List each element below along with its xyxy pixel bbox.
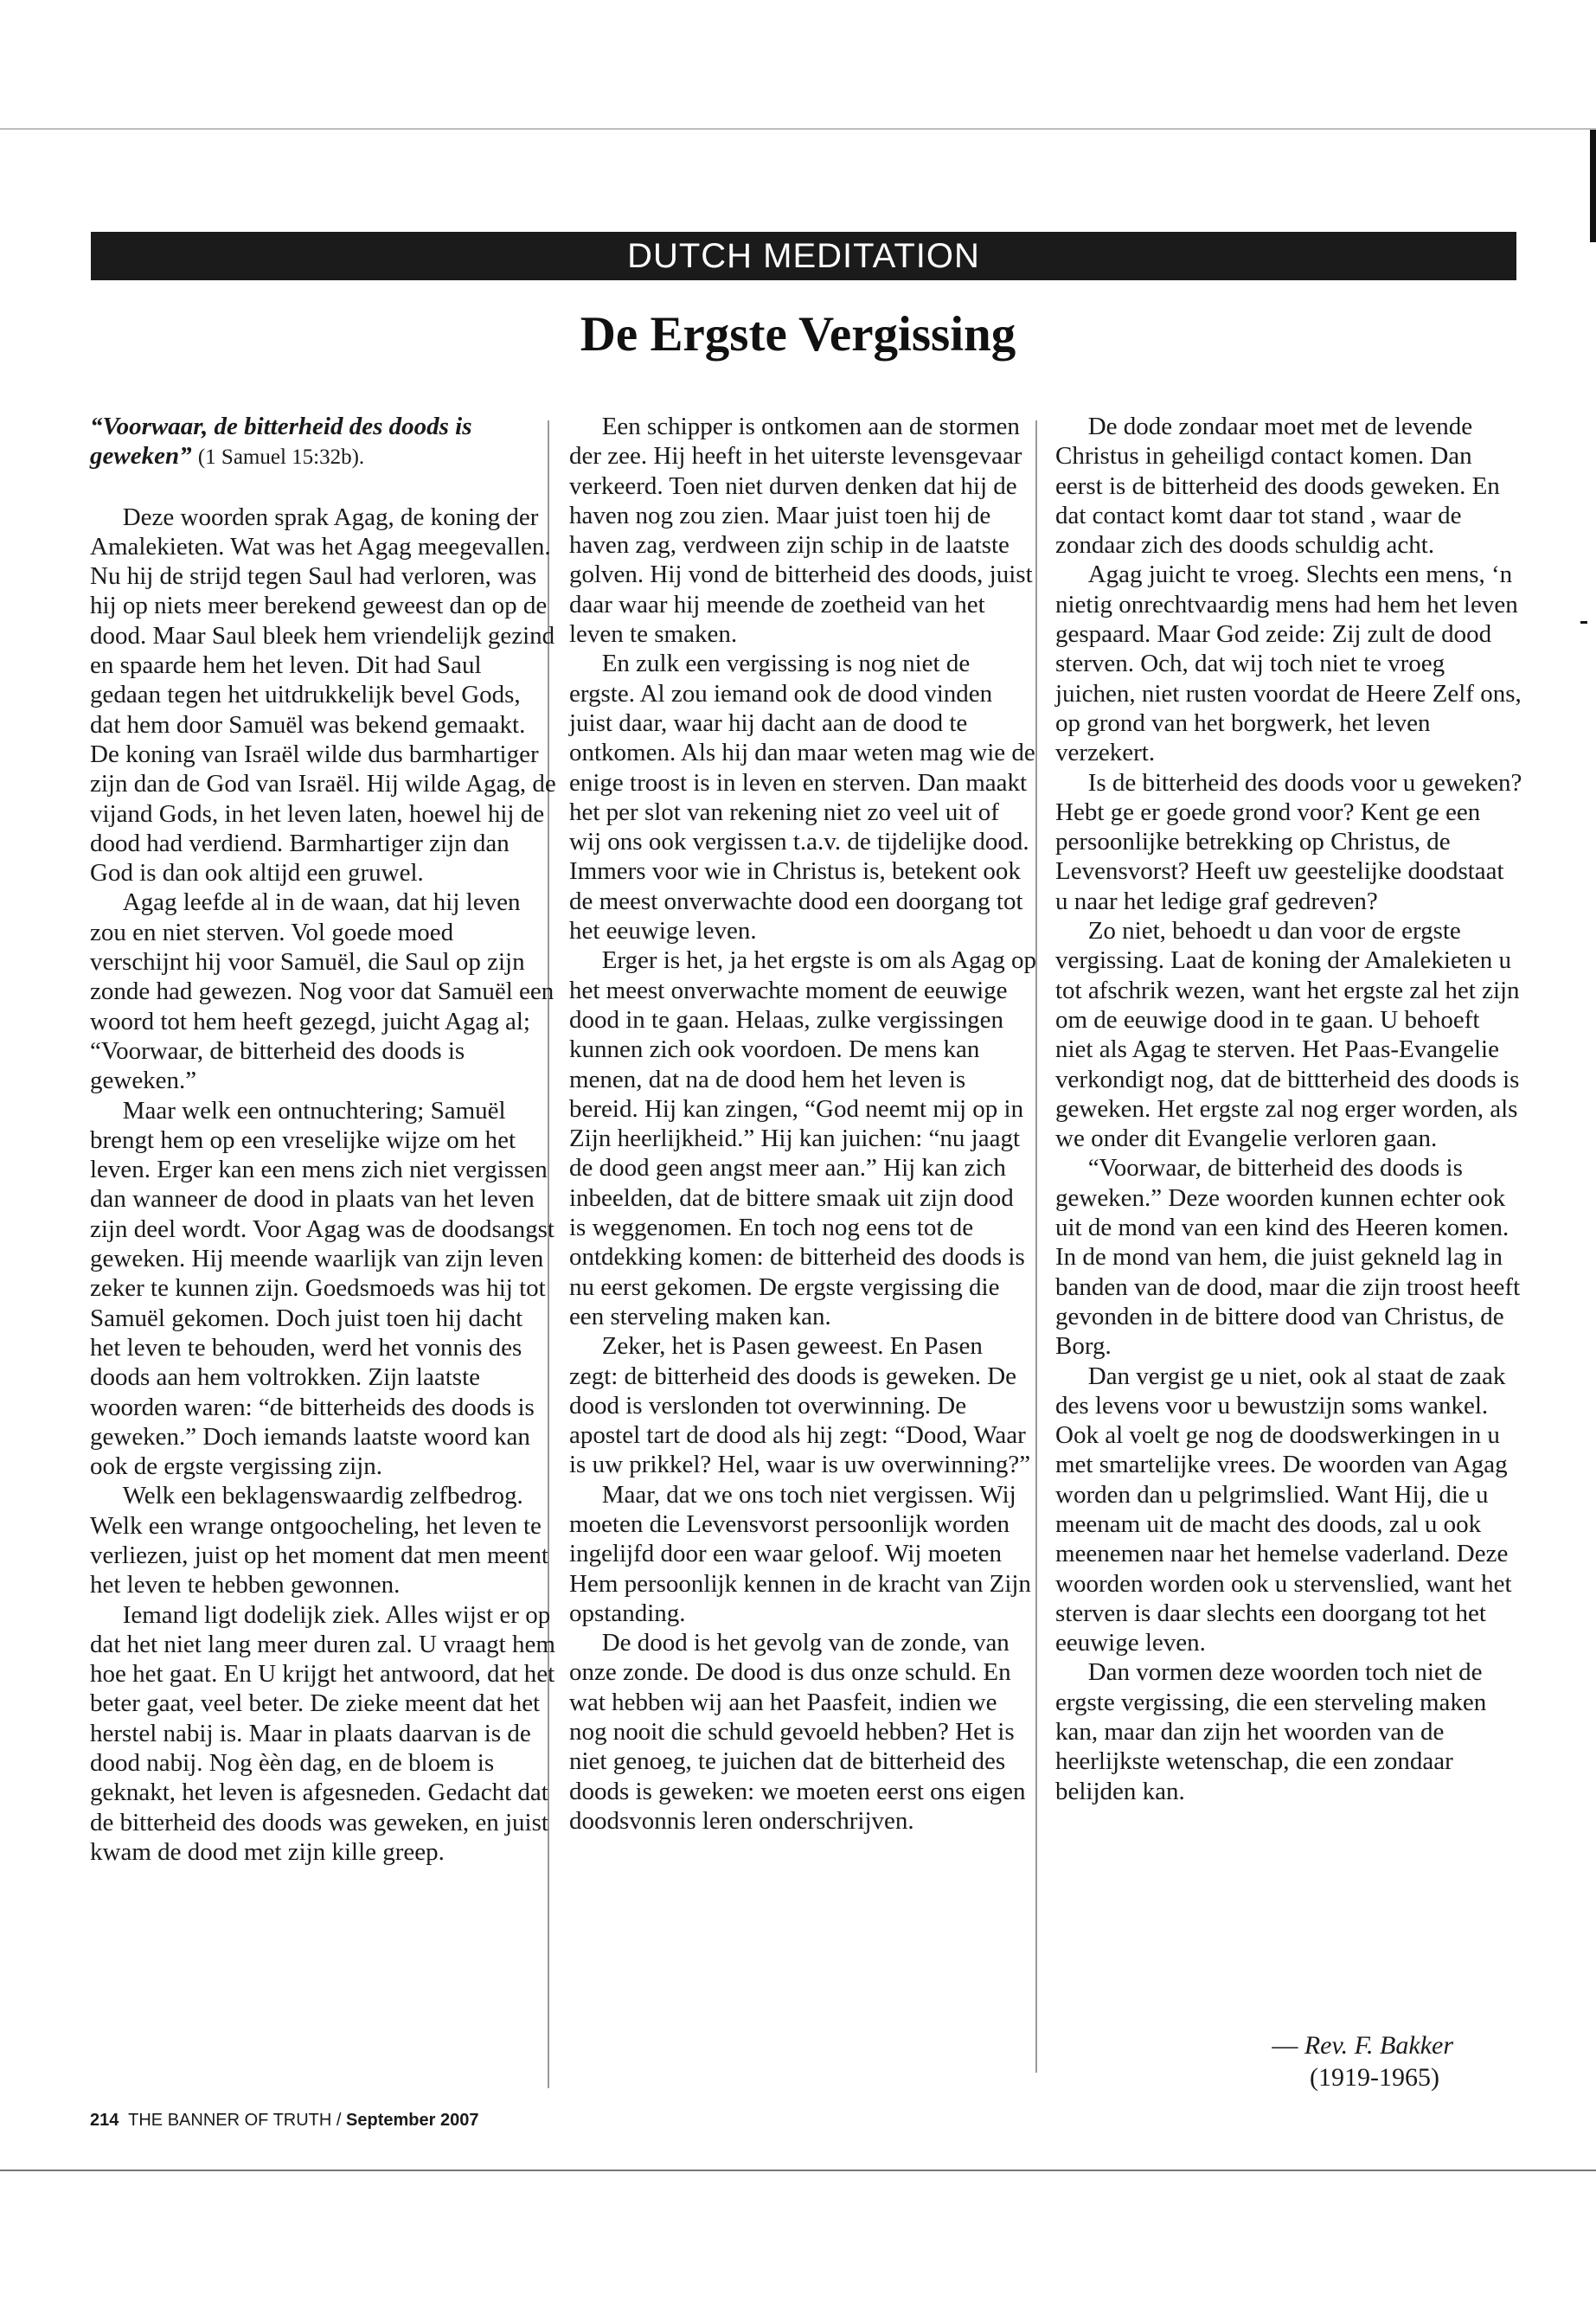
author-signature <box>1055 2030 1453 2061</box>
column-1 <box>90 412 557 1867</box>
section-banner: DUTCH MEDITATION <box>91 232 1516 280</box>
paragraph: De dode zondaar moet met de levende Christus in geheiligd contact komen. Dan eerst is de bitterheid des doods geweken. En dat contact komt daar tot stand , waar de zondaar zich des doods schuldig acht. <box>1055 413 1500 560</box>
paragraph: En zulk een vergissing is nog niet de ergste. Al zou iemand ook de dood vinden juist daar, waar hij dacht aan de dood te ontkomen. Als hij dan maar weten mag wie de enige troost is in leven en sterven. Dan maakt het per slot van rekening niet zo veel uit of wij ons ook vergissen t.a.v. de tijdelijke dood. Immers voor wie in Christus is, betekent ook de meest onverwachte dood een doorgang tot het eeuwige leven. <box>569 650 1035 945</box>
signature-dash: — <box>1272 2031 1304 2060</box>
paragraph: Maar welk een ontnuchtering; Samuël brengt hem op een vreselijke wijze om het leven. Erger kan een mens zich niet vergissen dan wanneer de dood in plaats van het leven zijn deel wordt. Voor Agag was de doodsangst geweken. Hij meende waarlijk van zijn leven zeker te kunnen zijn. Goedsmoeds was hij tot Samuël gekomen. Doch juist toen hij dacht het leven te behouden, werd het vonnis des doods aan hem voltrokken. Zijn laatste woorden waren: “de bitterheids des doods is geweken.” Doch iemands laatste woord kan ook de ergste vergissing zijn. <box>90 1096 554 1481</box>
epigraph <box>90 412 557 473</box>
paragraph: De dood is het gevolg van de zonde, van onze zonde. De dood is dus onze schuld. En wat hebben wij aan het Paasfeit, indien we nog nooit die schuld gevoeld hebben? Het is niet genoeg, te juichen dat de bitterheid des doods is geweken: we moeten eerst ons eigen doodsvonnis leren onderschrijven. <box>569 1629 1026 1835</box>
paragraph: “Voorwaar, de bitterheid des doods is geweken.” Deze woorden kunnen echter ook uit de mond van een kind des Heeren komen. In de mond van hem, die juist gekneld lag in banden van de dood, maar die zijn troost heeft gevonden in de bittere dood van Christus, de Borg. <box>1055 1154 1521 1361</box>
spacer <box>90 473 557 503</box>
paragraph: Een schipper is ontkomen aan de stormen der zee. Hij heeft in het uiterste levensgevaar verkeerd. Toen niet durven denken dat hij de haven nog zou zien. Maar juist toen hij de haven zag, verdween zijn schip in de laatste golven. Hij vond de bitterheid des doods, juist daar waar hij meende de zoetheid van het leven te smaken. <box>569 413 1033 649</box>
article-title: De Ergste Vergissing <box>580 307 1016 362</box>
column-3 <box>1055 412 1522 1806</box>
page-footer <box>90 2108 478 2132</box>
paragraph: Zeker, het is Pasen geweest. En Pasen zegt: de bitterheid des doods is geweken. De dood is verslonden tot overwinning. De apostel tart de dood als hij zegt: “Dood, Waar is uw prikkel? Hel, waar is uw overwinning?” <box>569 1332 1031 1479</box>
epigraph-quote: “Voorwaar, de bitterheid des doods is geweken” <box>90 413 472 471</box>
author-name: Rev. F. Bakker <box>1304 2031 1453 2060</box>
author-years-line <box>1055 2062 1453 2093</box>
footer-separator: / <box>336 2111 342 2130</box>
page-number: 214 <box>90 2111 119 2130</box>
publication-name: THE BANNER OF TRUTH <box>128 2111 332 2130</box>
paragraph: Agag juicht te vroeg. Slechts een mens, ‘n nietig onrechtvaardig mens had hem het leven gespaard. Maar God zeide: Zij zult de dood sterven. Och, dat wij toch niet te vroeg juichen, niet rusten voordat de Heere Zelf ons, op grond van het borgwerk, het leven verzekert. <box>1055 561 1522 767</box>
page-edge-tick <box>1580 621 1587 624</box>
paragraph: Is de bitterheid des doods voor u geweken? Hebt ge er goede grond voor? Kent ge een persoonlijke betrekking op Christus, de Levensvorst? Heeft uw geestelijke doodstaat u naar het ledige graf gedreven? <box>1055 768 1522 915</box>
top-scan-rule <box>0 128 1596 130</box>
page-edge-mark <box>1590 130 1596 242</box>
paragraph: Deze woorden sprak Agag, de koning der Amalekieten. Wat was het Agag meegevallen. Nu hij de strijd tegen Saul had verloren, was hij op niets meer berekend geweest dan op de dood. Maar Saul bleek hem vriendelijk gezind en spaarde hem het leven. Dit had Saul gedaan tegen het uitdrukkelijk bevel Gods, dat hem door Samuël was bekend gemaakt. De koning van Israël wilde dus barmhartiger zijn dan de God van Israël. Hij wilde Agag, de vijand Gods, in het leven laten, hoewel hij de dood had verdiend. Barmhartiger zijn dan God is dan ook altijd een gruwel. <box>90 503 556 888</box>
bottom-scan-rule <box>0 2170 1596 2171</box>
paragraph: Iemand ligt dodelijk ziek. Alles wijst er op dat het niet lang meer duren zal. U vraagt hem hoe het gaat. En U krijgt het antwoord, dat het beter gaat, veel beter. De zieke meent dat het herstel nabij is. Maar in plaats daarvan is de dood nabij. Nog èèn dag, en de bloem is geknakt, het leven is afgesneden. Gedacht dat de bitterheid des doods was geweken, en juist kwam de dood met zijn kille greep. <box>90 1600 555 1866</box>
paragraph: Dan vormen deze woorden toch niet de ergste vergissing, die een sterveling maken kan, maar dan zijn het woorden van de heerlijkste wetenschap, die een zondaar belijden kan. <box>1055 1658 1487 1805</box>
paragraph: Welk een beklagenswaardig zelfbedrog. Welk een wrange ontgoocheling, het leven te verliezen, juist op het moment dat men meent het leven te hebben gewonnen. <box>90 1482 548 1599</box>
paragraph: Dan vergist ge u niet, ook al staat de zaak des levens voor u bewustzijn soms wankel. Ook al voelt ge nog de doodswerkingen in u met smartelijke vrees. De woorden van Agag worden dan u pelgrimslied. Want Hij, die u meenam uit de macht des doods, zal u ook meenemen naar het hemelse vaderland. Deze woorden worden ook u stervenslied, want het sterven is daar slechts een doorgang tot het eeuwige leven. <box>1055 1362 1512 1657</box>
author-years: (1919-1965) <box>1310 2063 1439 2092</box>
epigraph-reference: (1 Samuel 15:32b). <box>197 445 365 470</box>
paragraph: Agag leefde al in de waan, dat hij leven zou en niet sterven. Vol goede moed verschijnt hij voor Samuël, die Saul op zijn zonde had gewezen. Nog voor dat Samuël een woord tot hem heeft gezegd, juicht Agag al; “Voorwaar, de bitterheid des doods is geweken.” <box>90 888 554 1095</box>
paragraph: Maar, dat we ons toch niet vergissen. Wij moeten die Levensvorst persoonlijk worden ingelijfd door een waar geloof. Wij moeten Hem persoonlijk kennen in de kracht van Zijn opstanding. <box>569 1480 1031 1627</box>
column-2 <box>569 412 1036 1836</box>
issue-date: September 2007 <box>346 2111 479 2130</box>
paragraph: Zo niet, behoedt u dan voor de ergste vergissing. Laat de koning der Amalekieten u tot afschrik wezen, want het ergste zal het zijn om de eeuwige dood in te gaan. U behoeft niet als Agag te sterven. Het Paas-Evangelie verkondigt nog, dat de bittterheid des doods is geweken. Het ergste zal nog erger worden, als we onder dit Evangelie verloren gaan. <box>1055 917 1520 1153</box>
paragraph: Erger is het, ja het ergste is om als Agag op het meest onverwachte moment de eeuwige dood in te gaan. Helaas, zulke vergissingen kunnen zich ook voordoen. De mens kan menen, dat na de dood hem het leven is bereid. Hij kan zingen, “God neemt mij op in Zijn heerlijkheid.” Hij kan juichen: “nu jaagt de dood geen angst meer aan.” Hij kan zich inbeelden, dat de bittere smaak uit zijn dood is weggenomen. En toch nog eens tot de ontdekking komen: de bitterheid des doods is nu eerst gekomen. De ergste vergissing die een sterveling maken kan. <box>569 946 1036 1330</box>
